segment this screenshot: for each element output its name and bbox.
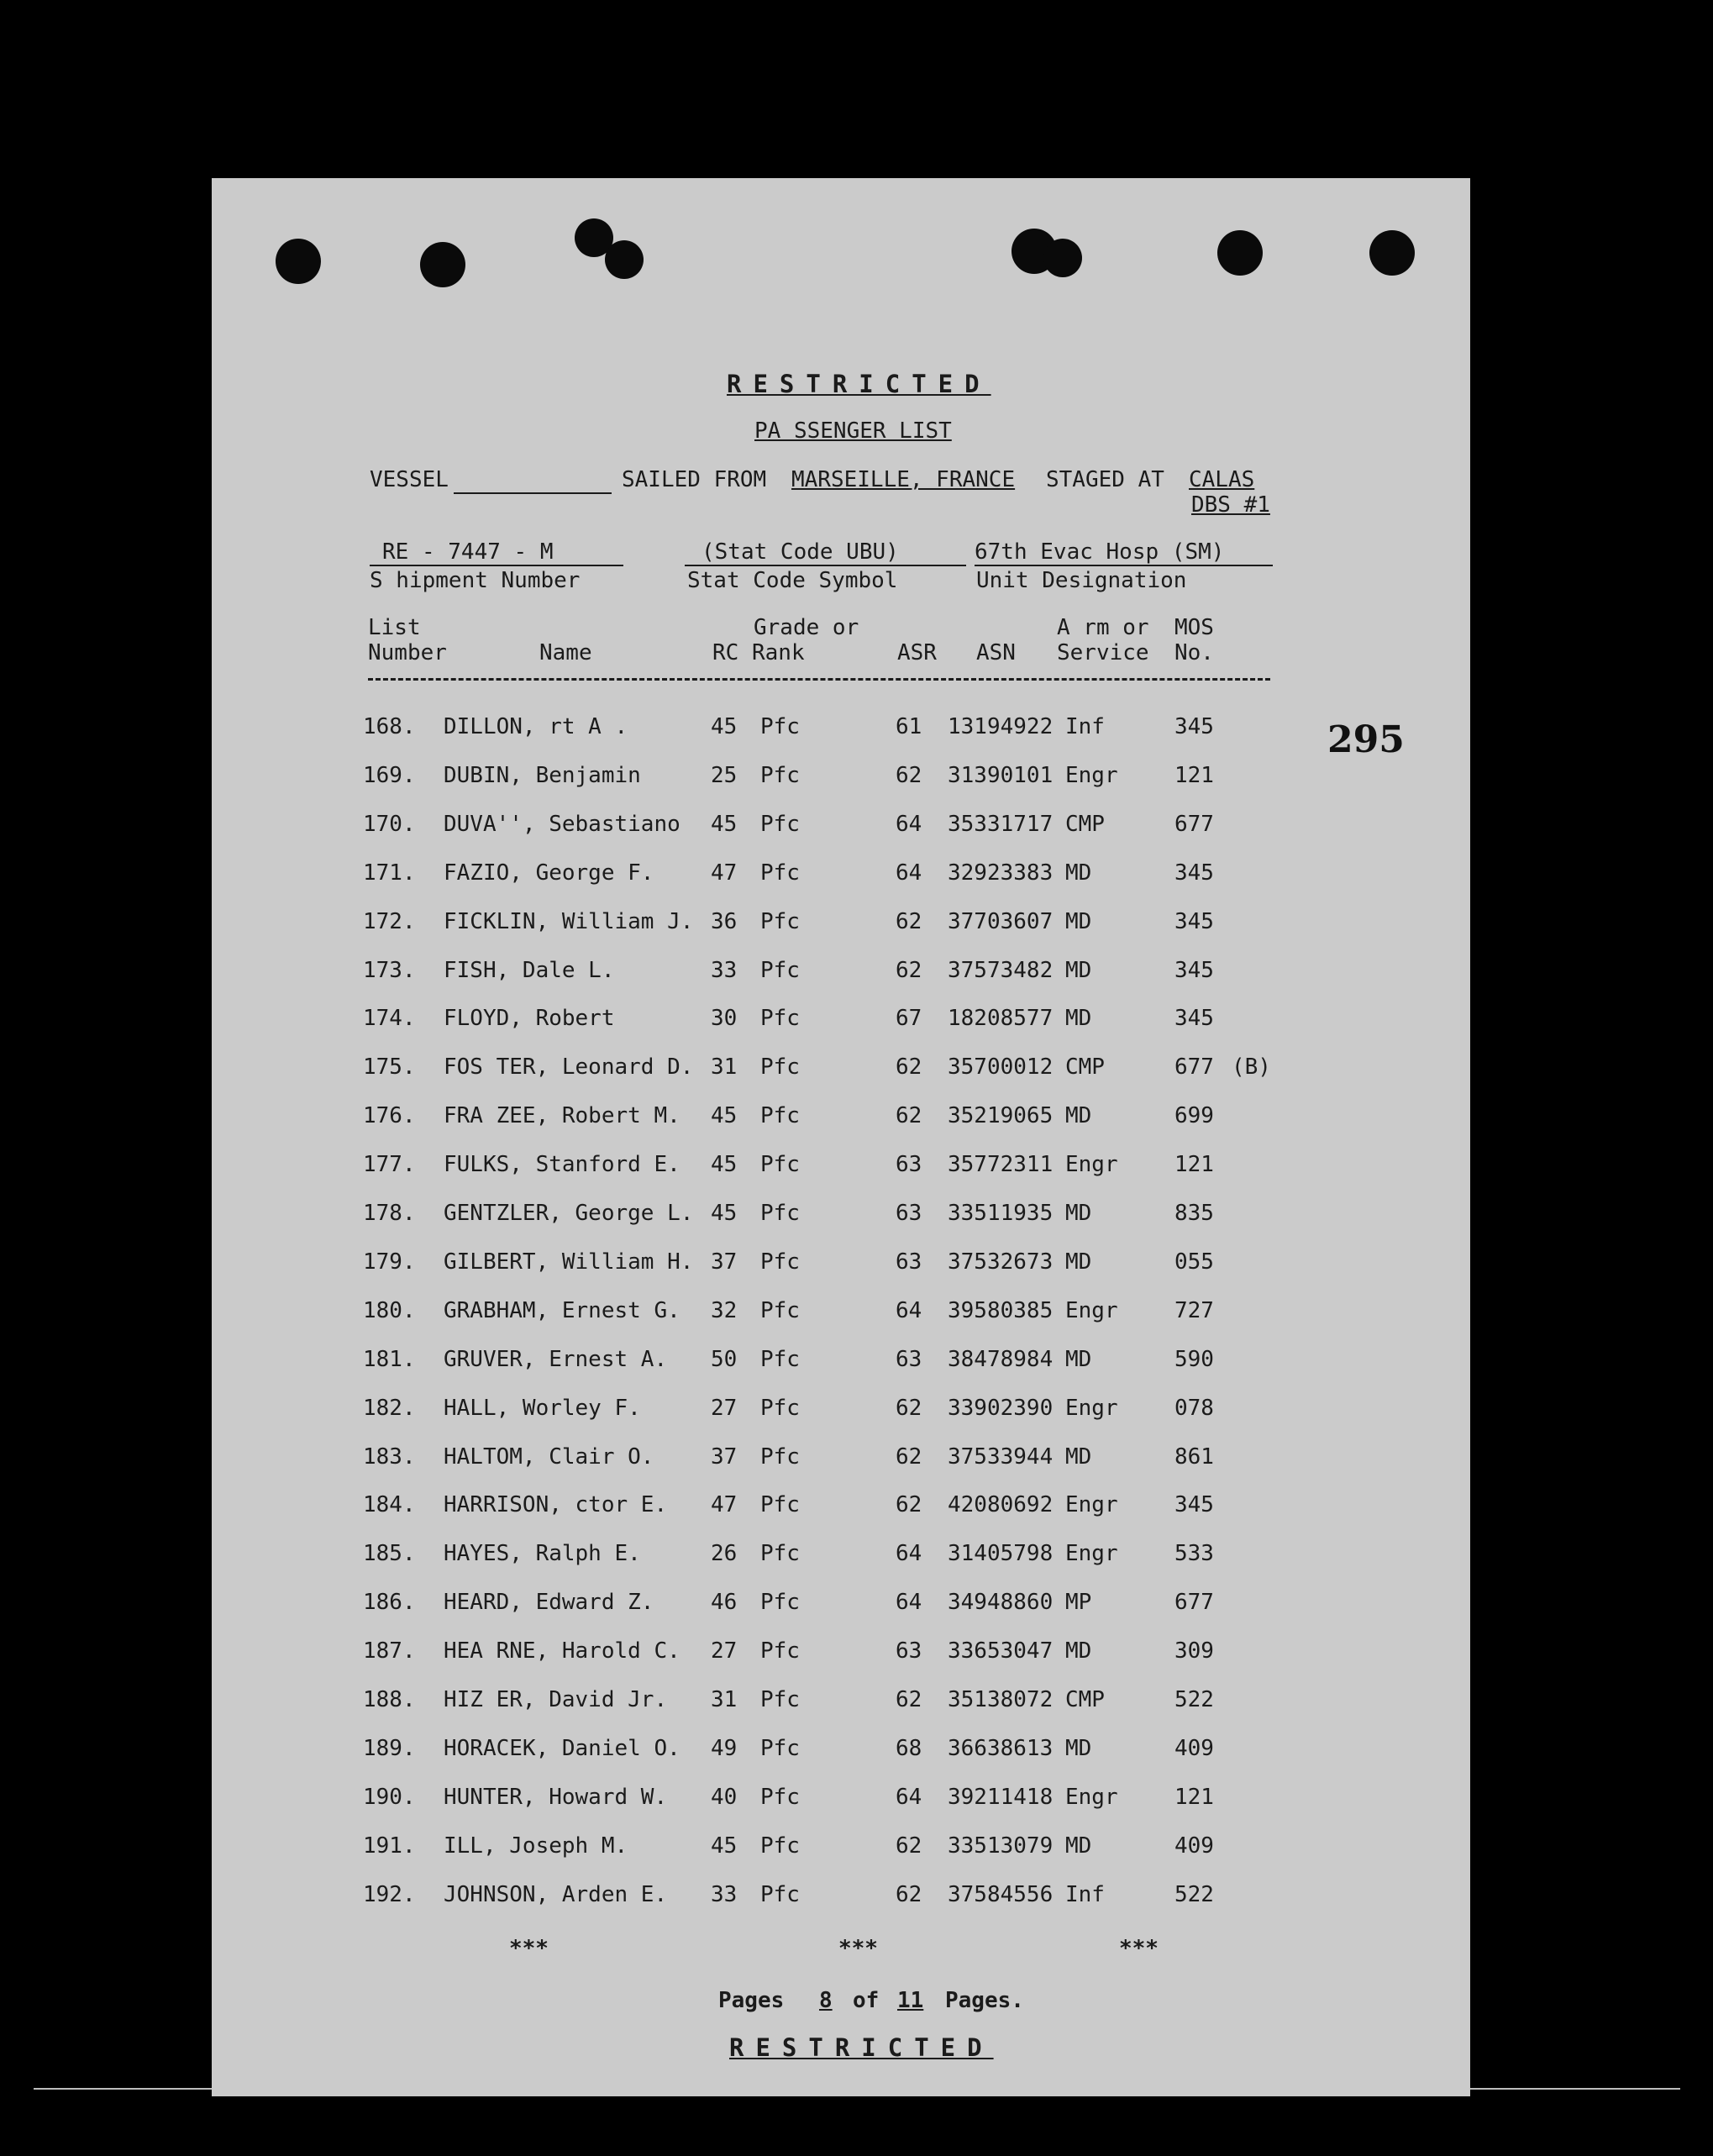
punch-hole <box>276 239 321 284</box>
row-name: HAYES, Ralph E. <box>444 1541 641 1567</box>
row-rank: Pfc <box>760 1201 800 1226</box>
column-header-grade: Grade or <box>754 615 859 640</box>
row-name: HIZ ER, David Jr. <box>444 1687 668 1712</box>
row-asn: 42080692 <box>948 1492 1054 1518</box>
row-mos: 677 <box>1174 811 1214 837</box>
row-rc: 36 <box>711 908 738 934</box>
shipment-number-rule <box>370 565 623 566</box>
row-mos: 121 <box>1174 1152 1214 1178</box>
row-rank: Pfc <box>760 714 800 739</box>
row-mos: 699 <box>1174 1103 1214 1129</box>
row-asn: 18208577 <box>948 1006 1054 1032</box>
row-list-number: 173. <box>363 957 416 983</box>
column-header-service: Service <box>1057 640 1149 665</box>
row-arm-service: Engr <box>1065 1541 1118 1567</box>
row-mos: 522 <box>1174 1881 1214 1907</box>
row-list-number: 186. <box>363 1590 416 1616</box>
row-rank: Pfc <box>760 1784 800 1810</box>
sailed-from-value: MARSEILLE, FRANCE <box>791 467 1016 492</box>
row-rank: Pfc <box>760 811 800 837</box>
row-asr: 62 <box>896 1492 922 1518</box>
row-arm-service: MD <box>1065 1103 1092 1129</box>
row-asn: 37533944 <box>948 1443 1054 1470</box>
punch-hole <box>605 240 644 279</box>
row-asr: 62 <box>896 1833 922 1859</box>
row-asn: 37584556 <box>948 1881 1054 1907</box>
row-asn: 35331717 <box>948 811 1054 837</box>
row-rc: 45 <box>711 1152 738 1178</box>
shipment-number-label: S hipment Number <box>370 568 581 593</box>
row-arm-service: MD <box>1065 1249 1092 1275</box>
row-mos: 835 <box>1174 1201 1214 1226</box>
row-arm-service: Inf <box>1065 1881 1105 1907</box>
row-name: FAZIO, George F. <box>444 860 654 886</box>
row-arm-service: MD <box>1065 1201 1092 1226</box>
row-mos: 409 <box>1174 1735 1214 1761</box>
row-asr: 63 <box>896 1638 922 1664</box>
row-arm-service: MD <box>1065 1833 1092 1859</box>
row-name: DUBIN, Benjamin <box>444 762 641 788</box>
row-name: HUNTER, Howard W. <box>444 1784 668 1810</box>
row-list-number: 172. <box>363 908 416 934</box>
row-mos: 590 <box>1174 1346 1214 1372</box>
row-asr: 64 <box>896 1590 922 1616</box>
unit-designation-rule <box>975 565 1273 566</box>
row-rc: 37 <box>711 1443 738 1470</box>
header-dashed-rule <box>368 678 1270 681</box>
row-mos: 345 <box>1174 908 1214 934</box>
row-arm-service: Engr <box>1065 1152 1118 1178</box>
row-list-number: 179. <box>363 1249 416 1275</box>
row-mos: 055 <box>1174 1249 1214 1275</box>
row-rank: Pfc <box>760 1541 800 1567</box>
row-list-number: 169. <box>363 762 416 788</box>
row-arm-service: CMP <box>1065 1687 1105 1712</box>
end-stars-center: *** <box>838 1936 878 1961</box>
row-asr: 62 <box>896 1443 922 1470</box>
row-mos: 409 <box>1174 1833 1214 1859</box>
row-list-number: 185. <box>363 1541 416 1567</box>
row-mos: 522 <box>1174 1687 1214 1712</box>
row-rank: Pfc <box>760 1881 800 1907</box>
row-rank: Pfc <box>760 1735 800 1761</box>
row-asn: 35700012 <box>948 1054 1054 1081</box>
row-asn: 38478984 <box>948 1346 1054 1372</box>
row-name: HORACEK, Daniel O. <box>444 1735 680 1761</box>
row-name: HALTOM, Clair O. <box>444 1443 654 1470</box>
row-rc: 33 <box>711 1881 738 1907</box>
row-arm-service: MD <box>1065 908 1092 934</box>
row-rank: Pfc <box>760 1833 800 1859</box>
row-rank: Pfc <box>760 1103 800 1129</box>
row-arm-service: Engr <box>1065 1395 1118 1421</box>
row-name: FRA ZEE, Robert M. <box>444 1103 680 1129</box>
row-asn: 32923383 <box>948 860 1054 886</box>
row-asn: 35219065 <box>948 1103 1054 1129</box>
punch-hole <box>420 242 465 287</box>
row-rank: Pfc <box>760 1590 800 1616</box>
of-label: of <box>853 1988 880 2013</box>
row-list-number: 176. <box>363 1103 416 1129</box>
row-arm-service: Engr <box>1065 762 1118 788</box>
row-asr: 62 <box>896 1395 922 1421</box>
row-arm-service: Engr <box>1065 1492 1118 1518</box>
shipment-number-value: RE - 7447 - M <box>382 539 554 565</box>
row-rank: Pfc <box>760 1687 800 1712</box>
row-name: FISH, Dale L. <box>444 957 615 983</box>
row-mos: 677 <box>1174 1054 1214 1081</box>
page-total: 11 <box>897 1988 924 2013</box>
row-name: GILBERT, William H. <box>444 1249 694 1275</box>
row-mos: 345 <box>1174 957 1214 983</box>
row-list-number: 168. <box>363 714 416 739</box>
end-stars-right: *** <box>1119 1936 1159 1961</box>
row-mos: 861 <box>1174 1443 1214 1470</box>
row-arm-service: MD <box>1065 1346 1092 1372</box>
stat-code-rule <box>685 565 966 566</box>
row-rank: Pfc <box>760 1152 800 1178</box>
page-stamp-number: 295 <box>1327 718 1405 761</box>
row-asr: 63 <box>896 1346 922 1372</box>
row-asn: 35138072 <box>948 1687 1054 1712</box>
row-asr: 67 <box>896 1006 922 1032</box>
row-arm-service: MD <box>1065 1006 1092 1032</box>
row-rc: 33 <box>711 957 738 983</box>
punch-hole <box>1369 230 1415 276</box>
row-rank: Pfc <box>760 908 800 934</box>
row-arm-service: MP <box>1065 1590 1092 1616</box>
row-asn: 35772311 <box>948 1152 1054 1178</box>
vessel-label: VESSEL <box>370 467 449 492</box>
column-header-arm: A rm or <box>1057 615 1149 640</box>
row-list-number: 184. <box>363 1492 416 1518</box>
row-rc: 45 <box>711 811 738 837</box>
row-asr: 64 <box>896 811 922 837</box>
row-list-number: 171. <box>363 860 416 886</box>
row-arm-service: MD <box>1065 860 1092 886</box>
row-list-number: 190. <box>363 1784 416 1810</box>
row-asn: 37703607 <box>948 908 1054 934</box>
row-rc: 47 <box>711 1492 738 1518</box>
row-name: HEARD, Edward Z. <box>444 1590 654 1616</box>
row-name: FICKLIN, William J. <box>444 908 694 934</box>
row-asn: 33513079 <box>948 1833 1054 1859</box>
row-list-number: 183. <box>363 1443 416 1470</box>
row-name: FOS TER, Leonard D. <box>444 1054 694 1081</box>
row-rc: 27 <box>711 1638 738 1664</box>
row-asr: 62 <box>896 762 922 788</box>
row-rank: Pfc <box>760 1492 800 1518</box>
row-asr: 63 <box>896 1152 922 1178</box>
stat-code-value: (Stat Code UBU) <box>701 539 899 565</box>
row-mos: 533 <box>1174 1541 1214 1567</box>
row-mos: 309 <box>1174 1638 1214 1664</box>
row-name: GRUVER, Ernest A. <box>444 1346 668 1372</box>
staged-at-label: STAGED AT <box>1046 467 1164 492</box>
unit-designation-value: 67th Evac Hosp (SM) <box>975 539 1225 565</box>
row-rank: Pfc <box>760 1006 800 1032</box>
row-asr: 63 <box>896 1249 922 1275</box>
row-rank: Pfc <box>760 1395 800 1421</box>
row-asn: 33511935 <box>948 1201 1054 1226</box>
row-mos: 345 <box>1174 860 1214 886</box>
row-rank: Pfc <box>760 762 800 788</box>
row-rc: 31 <box>711 1054 738 1081</box>
row-rc: 37 <box>711 1249 738 1275</box>
row-name: ILL, Joseph M. <box>444 1833 628 1859</box>
row-list-number: 175. <box>363 1054 416 1081</box>
row-rank: Pfc <box>760 860 800 886</box>
row-mos: 121 <box>1174 1784 1214 1810</box>
row-rank: Pfc <box>760 1638 800 1664</box>
row-rc: 45 <box>711 1201 738 1226</box>
row-rc: 30 <box>711 1006 738 1032</box>
row-asr: 64 <box>896 860 922 886</box>
row-arm-service: MD <box>1065 1735 1092 1761</box>
row-rc: 31 <box>711 1687 738 1712</box>
row-name: FLOYD, Robert <box>444 1006 615 1032</box>
row-name: HEA RNE, Harold C. <box>444 1638 680 1664</box>
row-list-number: 174. <box>363 1006 416 1032</box>
row-arm-service: CMP <box>1065 811 1105 837</box>
restricted-heading-bottom: RESTRICTED <box>729 2033 994 2062</box>
row-name: FULKS, Stanford E. <box>444 1152 680 1178</box>
row-asr: 62 <box>896 1103 922 1129</box>
row-list-number: 170. <box>363 811 416 837</box>
row-list-number: 188. <box>363 1687 416 1712</box>
row-asn: 37532673 <box>948 1249 1054 1275</box>
sailed-from-label: SAILED FROM <box>622 467 767 492</box>
row-list-number: 178. <box>363 1201 416 1226</box>
row-asr: 64 <box>896 1541 922 1567</box>
column-header-rank: Rank <box>752 640 805 665</box>
row-asr: 61 <box>896 714 922 739</box>
document-title: PA SSENGER LIST <box>754 418 952 444</box>
row-rc: 50 <box>711 1346 738 1372</box>
row-arm-service: MD <box>1065 1638 1092 1664</box>
row-rc: 45 <box>711 1833 738 1859</box>
column-header-asr: ASR <box>897 640 937 665</box>
vessel-blank <box>454 492 612 494</box>
row-asr: 68 <box>896 1735 922 1761</box>
row-list-number: 187. <box>363 1638 416 1664</box>
row-rc: 40 <box>711 1784 738 1810</box>
restricted-heading-top: RESTRICTED <box>727 370 991 398</box>
column-header-rc: RC <box>712 640 739 665</box>
column-header-mos-no: No. <box>1174 640 1214 665</box>
column-header-number: Number <box>368 640 447 665</box>
row-asr: 64 <box>896 1784 922 1810</box>
row-rank: Pfc <box>760 1443 800 1470</box>
row-arm-service: MD <box>1065 957 1092 983</box>
row-mos: 078 <box>1174 1395 1214 1421</box>
row-arm-service: Inf <box>1065 714 1105 739</box>
row-rc: 25 <box>711 762 738 788</box>
row-name: HARRISON, ctor E. <box>444 1492 668 1518</box>
column-header-name: Name <box>539 640 592 665</box>
row-rc: 27 <box>711 1395 738 1421</box>
row-arm-service: CMP <box>1065 1054 1105 1081</box>
row-list-number: 189. <box>363 1735 416 1761</box>
row-asn: 31390101 <box>948 762 1054 788</box>
row-rank: Pfc <box>760 1249 800 1275</box>
row-asn: 37573482 <box>948 957 1054 983</box>
row-arm-service: MD <box>1065 1443 1092 1470</box>
row-name: GENTZLER, George L. <box>444 1201 694 1226</box>
row-asn: 36638613 <box>948 1735 1054 1761</box>
row-rc: 47 <box>711 860 738 886</box>
row-rc: 49 <box>711 1735 738 1761</box>
row-asr: 62 <box>896 908 922 934</box>
row-name: GRABHAM, Ernest G. <box>444 1297 680 1323</box>
row-rc: 45 <box>711 1103 738 1129</box>
end-stars-left: *** <box>509 1936 549 1961</box>
row-mos: 345 <box>1174 1006 1214 1032</box>
column-header-list: List <box>368 615 421 640</box>
row-rank: Pfc <box>760 1297 800 1323</box>
punch-hole <box>1217 230 1263 276</box>
row-mos: 677 <box>1174 1590 1214 1616</box>
row-rc: 45 <box>711 714 738 739</box>
row-list-number: 192. <box>363 1881 416 1907</box>
column-header-asn: ASN <box>976 640 1016 665</box>
row-asn: 13194922 <box>948 714 1054 739</box>
staged-at-value-line2: DBS #1 <box>1191 492 1270 518</box>
row-list-number: 182. <box>363 1395 416 1421</box>
row-asr: 62 <box>896 1054 922 1081</box>
row-asn: 31405798 <box>948 1541 1054 1567</box>
row-arm-service: Engr <box>1065 1784 1118 1810</box>
page-current: 8 <box>819 1988 833 2013</box>
staged-at-value: CALAS <box>1189 467 1255 492</box>
row-name: DILLON, rt A . <box>444 714 628 739</box>
row-rc: 32 <box>711 1297 738 1323</box>
row-arm-service: Engr <box>1065 1297 1118 1323</box>
row-note: (B) <box>1232 1054 1271 1081</box>
row-list-number: 181. <box>363 1346 416 1372</box>
row-list-number: 191. <box>363 1833 416 1859</box>
row-rank: Pfc <box>760 957 800 983</box>
row-rc: 46 <box>711 1590 738 1616</box>
row-name: JOHNSON, Arden E. <box>444 1881 668 1907</box>
pages-label: Pages <box>718 1988 785 2013</box>
row-mos: 121 <box>1174 762 1214 788</box>
unit-designation-label: Unit Designation <box>976 568 1187 593</box>
row-name: DUVA'', Sebastiano <box>444 811 680 837</box>
row-mos: 727 <box>1174 1297 1214 1323</box>
row-mos: 345 <box>1174 1492 1214 1518</box>
row-list-number: 180. <box>363 1297 416 1323</box>
stat-code-label: Stat Code Symbol <box>687 568 898 593</box>
row-asn: 34948860 <box>948 1590 1054 1616</box>
row-rank: Pfc <box>760 1346 800 1372</box>
row-name: HALL, Worley F. <box>444 1395 641 1421</box>
punch-hole <box>1043 239 1082 277</box>
row-rank: Pfc <box>760 1054 800 1081</box>
row-rc: 26 <box>711 1541 738 1567</box>
pages-label-2: Pages. <box>945 1988 1024 2013</box>
row-asr: 62 <box>896 1881 922 1907</box>
row-asn: 33902390 <box>948 1395 1054 1421</box>
row-asn: 39580385 <box>948 1297 1054 1323</box>
row-asr: 63 <box>896 1201 922 1226</box>
row-list-number: 177. <box>363 1152 416 1178</box>
row-asr: 62 <box>896 957 922 983</box>
row-asr: 64 <box>896 1297 922 1323</box>
row-asn: 33653047 <box>948 1638 1054 1664</box>
column-header-mos: MOS <box>1174 615 1214 640</box>
row-mos: 345 <box>1174 714 1214 739</box>
row-asn: 39211418 <box>948 1784 1054 1810</box>
row-asr: 62 <box>896 1687 922 1712</box>
